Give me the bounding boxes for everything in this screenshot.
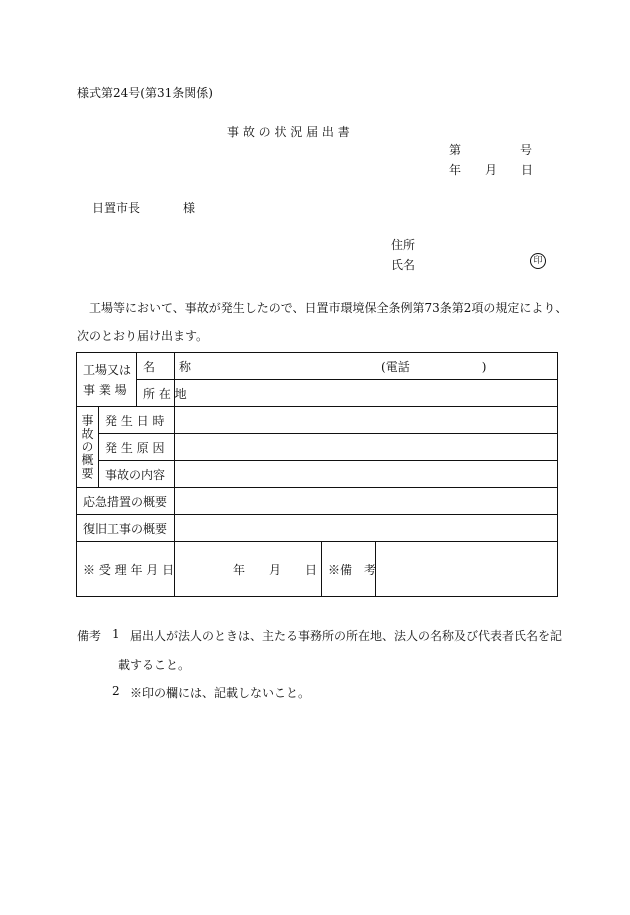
note-1-line1: 届出人が法人のときは、主たる事務所の所在地、法人の名称及び代表者氏名を記 [130,629,563,643]
issue-number-dai: 第 [449,143,462,157]
occurrence-cause-label: 発 生 原 因 [99,434,175,461]
note-1-number: 1 [112,627,120,641]
remarks-value[interactable] [376,542,558,597]
receipt-date-label: ※ 受 理 年 月 日 [77,542,175,597]
addressee-sama: 様 [183,201,196,215]
table-row [77,515,558,542]
note-2-text: ※印の欄には、記載しないこと。 [130,686,311,700]
note-1-line2: 載すること。 [118,658,191,672]
date-month: 月 [485,163,498,177]
restoration-label: 復旧工事の概要 [77,515,175,542]
phone-label: (電話 ) [381,359,487,374]
accident-content-value[interactable] [175,461,558,488]
seal-icon: 印 [530,253,546,269]
document-title: 事 故 の 状 況 届 出 書 [227,125,350,139]
location-value-cell[interactable] [175,380,558,407]
accident-summary-label: 事故の概要 [77,407,99,488]
date-year: 年 [449,163,462,177]
note-2-number: 2 [112,684,120,698]
table-row [77,380,558,407]
remarks-label: ※備 考 [322,542,376,597]
accident-content-label: 事故の内容 [99,461,175,488]
emergency-value[interactable] [175,488,558,515]
phone-cell[interactable] [175,353,558,380]
form-number: 様式第24号(第31条関係) [77,86,213,100]
occurrence-datetime-label: 発 生 日 時 [99,407,175,434]
address-label: 住所 [391,238,416,252]
name-label-cell: 名 称 [137,353,175,380]
occurrence-cause-value[interactable] [175,434,558,461]
notes-prefix: 備考 [77,629,102,643]
body-text-line1: 工場等において、事故が発生したので、日置市環境保全条例第73条第2項の規定により、 [89,301,568,315]
table-row [77,488,558,515]
table-row [77,407,558,434]
emergency-label: 応急措置の概要 [77,488,175,515]
table-row [77,434,558,461]
table-row [77,542,558,597]
name-label: 氏名 [391,258,416,272]
factory-label-line2: 事 業 場 [83,382,127,397]
date-day: 日 [521,163,534,177]
table-row [77,353,558,380]
occurrence-datetime-value[interactable] [175,407,558,434]
factory-label-cell [77,353,137,407]
addressee-mayor: 日置市長 [92,201,141,215]
location-label-cell: 所 在 地 [137,380,175,407]
report-form-table [76,352,558,597]
table-row [77,461,558,488]
factory-label-line1: 工場又は [83,362,132,377]
issue-number-gou: 号 [520,143,533,157]
restoration-value[interactable] [175,515,558,542]
body-text-line2: 次のとおり届け出ます。 [77,329,209,343]
receipt-date-value: 年 月 日 [175,542,322,597]
